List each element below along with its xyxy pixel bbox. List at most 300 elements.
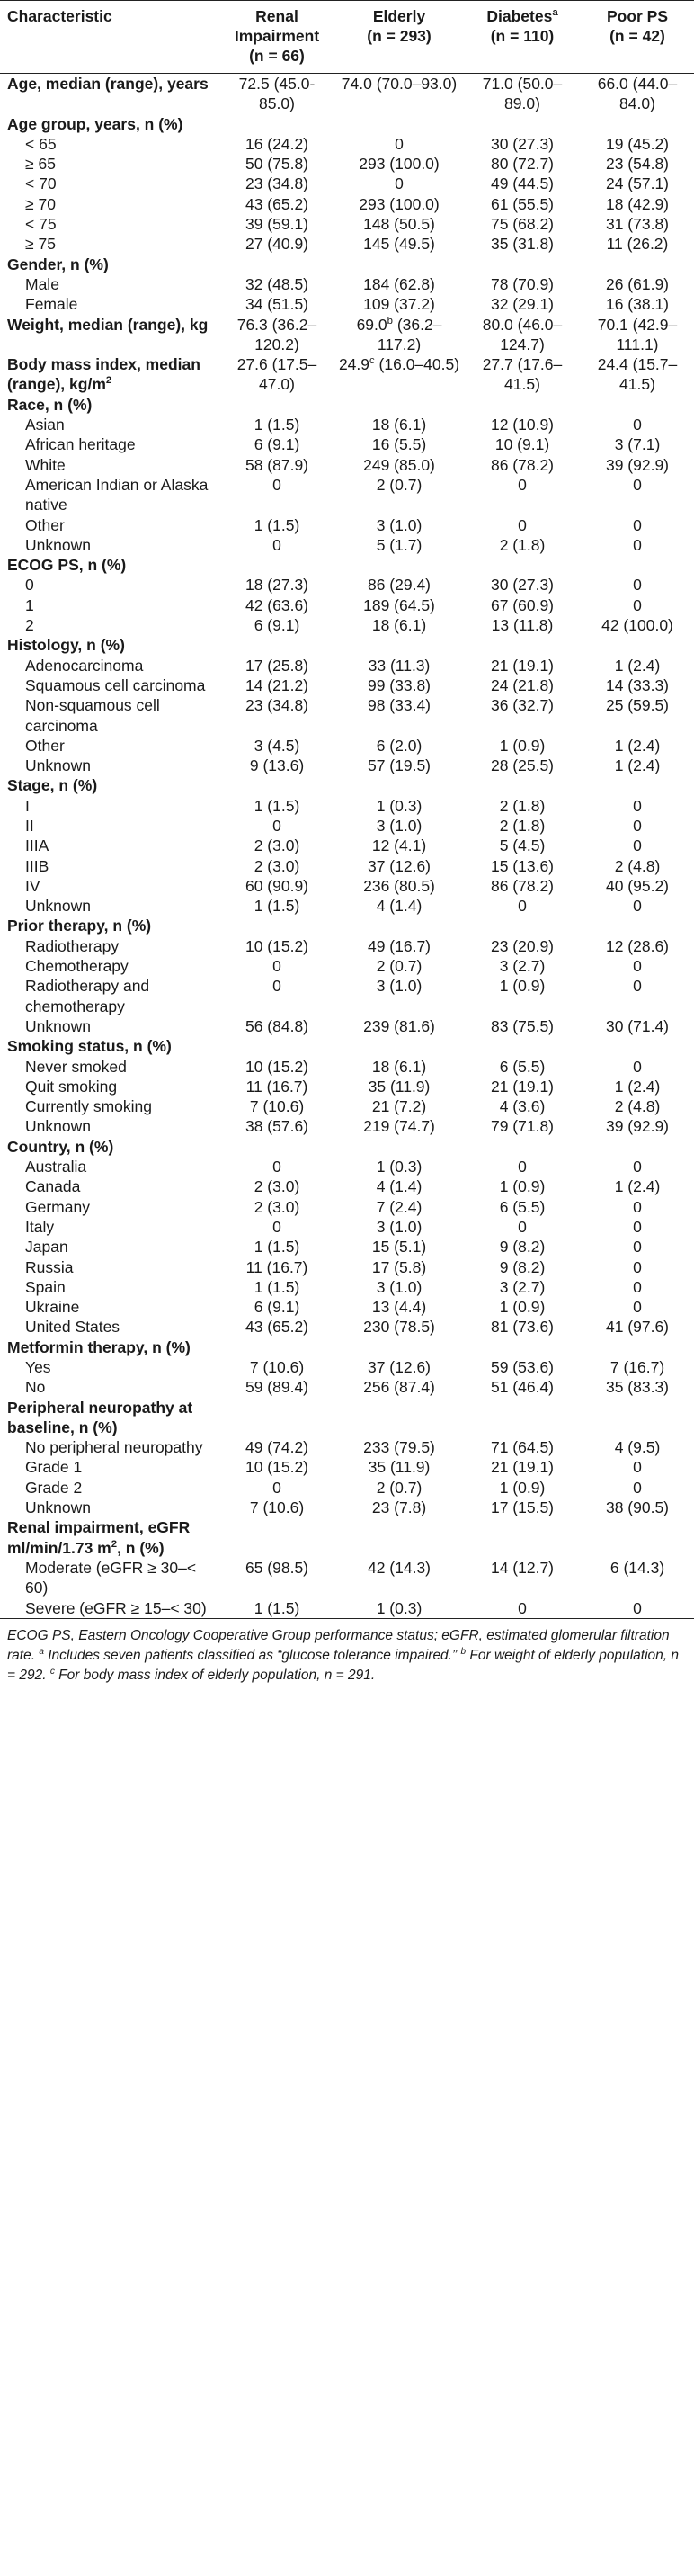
cell-diabetes bbox=[464, 1036, 581, 1056]
cell-renal-impairment: 9 (13.6) bbox=[249, 756, 305, 775]
cell-poor-ps: 0 bbox=[633, 1238, 642, 1257]
cell-diabetes: 59 (53.6) bbox=[490, 1358, 555, 1376]
table-row bbox=[0, 796, 694, 816]
cell-elderly: 5 (1.7) bbox=[376, 535, 423, 554]
row-label: Adenocarcinoma bbox=[25, 656, 144, 675]
table-row bbox=[0, 1478, 694, 1498]
row-label: ≥ 65 bbox=[25, 155, 56, 174]
cell-renal-impairment: 39 (59.1) bbox=[245, 215, 309, 234]
cell-diabetes: 0 bbox=[518, 1158, 527, 1176]
cell-elderly: 86 (29.4) bbox=[367, 576, 432, 595]
cell-renal-impairment bbox=[219, 395, 334, 415]
cell-poor-ps: 0 bbox=[633, 836, 642, 855]
row-label: Radiotherapy bbox=[25, 936, 120, 955]
table-row bbox=[0, 1317, 694, 1337]
table-row bbox=[0, 1297, 694, 1317]
cell-renal-impairment: 72.5 (45.0-85.0) bbox=[238, 75, 316, 113]
header-col-n: (n = 66) bbox=[249, 47, 305, 65]
row-label: Currently smoking bbox=[25, 1097, 153, 1116]
row-label: I bbox=[25, 796, 30, 815]
cell-diabetes: 2 (1.8) bbox=[499, 535, 546, 554]
cell-elderly bbox=[334, 1137, 464, 1157]
cell-poor-ps: 7 (16.7) bbox=[609, 1358, 665, 1376]
table-row bbox=[0, 1176, 694, 1196]
table-row bbox=[0, 475, 694, 515]
cell-poor-ps: 6 (14.3) bbox=[609, 1558, 665, 1577]
cell-renal-impairment bbox=[219, 1517, 334, 1558]
cell-poor-ps: 26 (61.9) bbox=[605, 274, 670, 293]
cell-poor-ps: 0 bbox=[633, 1217, 642, 1236]
cell-diabetes: 1 (0.9) bbox=[499, 1177, 546, 1196]
cell-elderly: 1 (0.3) bbox=[376, 1158, 423, 1176]
cell-diabetes: 61 (55.5) bbox=[490, 194, 555, 213]
cell-renal-impairment: 38 (57.6) bbox=[245, 1117, 309, 1136]
cell-poor-ps: 0 bbox=[633, 1057, 642, 1076]
table-row bbox=[0, 1377, 694, 1397]
cell-renal-impairment: 60 (90.9) bbox=[245, 876, 309, 895]
cell-poor-ps bbox=[581, 1137, 694, 1157]
row-label: Japan bbox=[25, 1238, 68, 1257]
cell-renal-impairment: 11 (16.7) bbox=[245, 1077, 308, 1096]
table-row bbox=[0, 174, 694, 193]
table-row bbox=[0, 695, 694, 736]
cell-poor-ps bbox=[581, 916, 694, 935]
table-row bbox=[0, 675, 694, 695]
cell-poor-ps bbox=[581, 555, 694, 575]
cell-elderly: 239 (81.6) bbox=[363, 1016, 435, 1035]
cell-diabetes: 0 bbox=[518, 1598, 527, 1617]
row-label: Male bbox=[25, 274, 59, 293]
section-label: Country, n (%) bbox=[7, 1137, 114, 1156]
row-label: Grade 1 bbox=[25, 1458, 83, 1477]
cell-elderly: 33 (11.3) bbox=[368, 656, 431, 675]
table-footnote bbox=[0, 1619, 694, 1686]
table-row bbox=[0, 976, 694, 1016]
cell-poor-ps bbox=[581, 114, 694, 134]
cell-elderly: 35 (11.9) bbox=[368, 1458, 431, 1477]
cell-elderly: 23 (7.8) bbox=[371, 1498, 427, 1517]
cell-elderly: 13 (4.4) bbox=[371, 1298, 427, 1317]
cell-diabetes: 3 (2.7) bbox=[499, 1277, 546, 1296]
table-row bbox=[0, 876, 694, 896]
cell-diabetes: 2 (1.8) bbox=[499, 816, 546, 835]
cell-diabetes: 51 (46.4) bbox=[490, 1378, 555, 1397]
section-row bbox=[0, 114, 694, 134]
cell-diabetes: 13 (11.8) bbox=[491, 616, 554, 635]
cell-diabetes: 80 (72.7) bbox=[490, 155, 555, 174]
cell-renal-impairment: 76.3 (36.2–120.2) bbox=[236, 315, 317, 353]
cell-renal-impairment: 1 (1.5) bbox=[254, 1277, 300, 1296]
cell-poor-ps: 0 bbox=[633, 416, 642, 434]
cell-diabetes bbox=[464, 916, 581, 935]
cell-elderly: 3 (1.0) bbox=[376, 977, 423, 996]
cell-poor-ps: 39 (92.9) bbox=[605, 455, 670, 474]
cell-renal-impairment: 59 (89.4) bbox=[245, 1378, 309, 1397]
cell-poor-ps: 18 (42.9) bbox=[605, 194, 670, 213]
row-label: African heritage bbox=[25, 435, 136, 454]
table-row bbox=[0, 1457, 694, 1477]
cell-renal-impairment bbox=[219, 1398, 334, 1438]
cell-poor-ps: 0 bbox=[633, 1458, 642, 1477]
cell-renal-impairment: 6 (9.1) bbox=[254, 435, 300, 454]
cell-elderly: 24.9$^c$ (16.0–40.5) bbox=[338, 355, 460, 374]
cell-diabetes: 32 (29.1) bbox=[490, 295, 555, 314]
cell-elderly: 293 (100.0) bbox=[359, 155, 440, 174]
cell-poor-ps: 25 (59.5) bbox=[605, 696, 670, 715]
table-row bbox=[0, 535, 694, 555]
cell-poor-ps: 12 (28.6) bbox=[605, 936, 670, 955]
cell-diabetes: 15 (13.6) bbox=[490, 856, 555, 875]
table-row bbox=[0, 936, 694, 956]
cell-diabetes: 30 (27.3) bbox=[490, 134, 555, 153]
section-row bbox=[0, 1036, 694, 1056]
cell-elderly bbox=[334, 1036, 464, 1056]
cell-diabetes: 1 (0.9) bbox=[499, 977, 546, 996]
cell-renal-impairment: 3 (4.5) bbox=[254, 736, 300, 755]
table-row bbox=[0, 1498, 694, 1517]
row-label: Spain bbox=[25, 1277, 66, 1296]
cell-diabetes: 23 (20.9) bbox=[490, 936, 555, 955]
cell-renal-impairment: 58 (87.9) bbox=[245, 455, 309, 474]
row-label: American Indian or Alaska native bbox=[25, 475, 209, 514]
cell-elderly: 6 (2.0) bbox=[376, 736, 423, 755]
cell-renal-impairment: 7 (10.6) bbox=[249, 1097, 305, 1116]
cell-poor-ps: 1 (2.4) bbox=[614, 1077, 661, 1096]
row-label: Chemotherapy bbox=[25, 957, 129, 976]
section-label: Peripheral neuropathy at baseline, n (%) bbox=[7, 1398, 193, 1436]
cell-poor-ps: 0 bbox=[633, 515, 642, 534]
row-label: Germany bbox=[25, 1197, 90, 1216]
header-col-diabetes bbox=[464, 1, 581, 74]
cell-renal-impairment: 1 (1.5) bbox=[254, 416, 300, 434]
cell-poor-ps bbox=[581, 775, 694, 795]
cell-renal-impairment: 23 (34.8) bbox=[245, 174, 309, 193]
cell-poor-ps: 0 bbox=[633, 977, 642, 996]
cell-poor-ps: 0 bbox=[633, 1257, 642, 1276]
cell-diabetes: 9 (8.2) bbox=[499, 1238, 546, 1257]
cell-diabetes: 21 (19.1) bbox=[490, 1458, 555, 1477]
header-col-n: (n = 42) bbox=[609, 27, 665, 45]
cell-elderly: 184 (62.8) bbox=[363, 274, 435, 293]
cell-renal-impairment: 43 (65.2) bbox=[245, 194, 309, 213]
cell-elderly: 21 (7.2) bbox=[371, 1097, 427, 1116]
table-row bbox=[0, 234, 694, 254]
table-row bbox=[0, 1116, 694, 1136]
cell-diabetes: 81 (73.6) bbox=[490, 1318, 555, 1337]
cell-elderly: 17 (5.8) bbox=[371, 1257, 427, 1276]
cell-elderly: 145 (49.5) bbox=[363, 235, 435, 254]
cell-diabetes bbox=[464, 555, 581, 575]
cell-diabetes bbox=[464, 1517, 581, 1558]
cell-diabetes: 30 (27.3) bbox=[490, 576, 555, 595]
cell-elderly: 12 (4.1) bbox=[371, 836, 427, 855]
table-row bbox=[0, 274, 694, 294]
row-label: Other bbox=[25, 736, 65, 755]
cell-diabetes bbox=[464, 395, 581, 415]
table-row bbox=[0, 1096, 694, 1116]
section-label: Age group, years, n (%) bbox=[7, 114, 183, 133]
cell-diabetes: 0 bbox=[518, 475, 527, 494]
cell-poor-ps: 0 bbox=[633, 1598, 642, 1617]
cell-poor-ps: 24 (57.1) bbox=[605, 174, 670, 193]
cell-elderly: 0 bbox=[395, 174, 404, 193]
row-label: Ukraine bbox=[25, 1298, 80, 1317]
section-label: Renal impairment, eGFR ml/min/1.73 $m^2$, n (%) bbox=[7, 1518, 191, 1557]
cell-poor-ps: 1 (2.4) bbox=[614, 756, 661, 775]
cell-diabetes: 24 (21.8) bbox=[490, 675, 555, 694]
table-row bbox=[0, 1077, 694, 1096]
cell-poor-ps: 24.4 (15.7–41.5) bbox=[597, 355, 678, 394]
cell-poor-ps: 1 (2.4) bbox=[614, 656, 661, 675]
cell-renal-impairment: 2 (3.0) bbox=[254, 856, 300, 875]
cell-renal-impairment: 2 (3.0) bbox=[254, 836, 300, 855]
cell-poor-ps: 0 bbox=[633, 1158, 642, 1176]
cell-poor-ps: 2 (4.8) bbox=[614, 1097, 661, 1116]
cell-elderly bbox=[334, 395, 464, 415]
cell-poor-ps: 14 (33.3) bbox=[605, 675, 670, 694]
section-label: Race, n (%) bbox=[7, 395, 93, 414]
superscript: 2 bbox=[105, 375, 112, 387]
cell-renal-impairment: 17 (25.8) bbox=[245, 656, 309, 675]
cell-diabetes bbox=[464, 775, 581, 795]
cell-renal-impairment bbox=[219, 1036, 334, 1056]
cell-elderly bbox=[334, 1517, 464, 1558]
cell-elderly: 98 (33.4) bbox=[367, 696, 432, 715]
cell-poor-ps: 38 (90.5) bbox=[605, 1498, 670, 1517]
superscript: b bbox=[460, 1646, 467, 1657]
section-row bbox=[0, 916, 694, 935]
cell-elderly: 37 (12.6) bbox=[367, 856, 432, 875]
cell-renal-impairment: 43 (65.2) bbox=[245, 1318, 309, 1337]
section-row bbox=[0, 255, 694, 274]
cell-elderly: 18 (6.1) bbox=[371, 416, 427, 434]
cell-renal-impairment: 11 (16.7) bbox=[245, 1257, 308, 1276]
cell-renal-impairment: 1 (1.5) bbox=[254, 796, 300, 815]
row-label: Moderate (eGFR ≥ 30–< 60) bbox=[25, 1558, 197, 1597]
section-row bbox=[0, 775, 694, 795]
cell-diabetes: 1 (0.9) bbox=[499, 1478, 546, 1497]
cell-diabetes: 1 (0.9) bbox=[499, 736, 546, 755]
row-label: II bbox=[25, 816, 34, 835]
cell-poor-ps: 70.1 (42.9–111.1) bbox=[597, 315, 678, 353]
row-label: No peripheral neuropathy bbox=[25, 1438, 203, 1457]
row-label: Asian bbox=[25, 416, 65, 434]
cell-elderly: 236 (80.5) bbox=[363, 876, 435, 895]
cell-renal-impairment: 0 bbox=[272, 977, 281, 996]
cell-elderly bbox=[334, 555, 464, 575]
cell-poor-ps: 31 (73.8) bbox=[605, 215, 670, 234]
cell-renal-impairment bbox=[219, 555, 334, 575]
section-label: Prior therapy, n (%) bbox=[7, 917, 152, 935]
row-label: Grade 2 bbox=[25, 1478, 83, 1497]
row-label: IIIB bbox=[25, 856, 49, 875]
section-label: Weight, median (range), kg bbox=[7, 315, 209, 334]
row-label: Non-squamous cell carcinoma bbox=[25, 696, 160, 735]
row-label: White bbox=[25, 455, 66, 474]
cell-renal-impairment: 0 bbox=[272, 816, 281, 835]
row-label: Female bbox=[25, 295, 78, 314]
table-row bbox=[0, 736, 694, 756]
cell-elderly: 4 (1.4) bbox=[376, 1177, 423, 1196]
table-row bbox=[0, 1157, 694, 1176]
section-row bbox=[0, 555, 694, 575]
superscript: 2 bbox=[111, 1538, 118, 1550]
cell-diabetes: 28 (25.5) bbox=[490, 756, 555, 775]
row-label: 0 bbox=[25, 576, 34, 595]
cell-poor-ps: 3 (7.1) bbox=[614, 435, 661, 454]
row-label: Quit smoking bbox=[25, 1077, 118, 1096]
cell-poor-ps: 19 (45.2) bbox=[605, 134, 670, 153]
cell-poor-ps: 0 bbox=[633, 1298, 642, 1317]
cell-renal-impairment: 50 (75.8) bbox=[245, 155, 309, 174]
table-row bbox=[0, 856, 694, 876]
table-row bbox=[0, 1277, 694, 1297]
row-label: ≥ 70 bbox=[25, 194, 56, 213]
cell-renal-impairment: 56 (84.8) bbox=[245, 1016, 309, 1035]
cell-diabetes: 71.0 (50.0–89.0) bbox=[482, 75, 563, 113]
cell-elderly: 1 (0.3) bbox=[376, 796, 423, 815]
cell-poor-ps bbox=[581, 395, 694, 415]
table-row bbox=[0, 595, 694, 615]
cell-elderly: 15 (5.1) bbox=[371, 1238, 427, 1257]
cell-elderly: 2 (0.7) bbox=[376, 957, 423, 976]
cell-elderly: 4 (1.4) bbox=[376, 897, 423, 916]
cell-diabetes: 10 (9.1) bbox=[494, 435, 550, 454]
superscript: c bbox=[369, 355, 375, 367]
superscript: a bbox=[39, 1646, 44, 1657]
row-label: < 65 bbox=[25, 134, 57, 153]
row-label: Italy bbox=[25, 1217, 55, 1236]
section-label: ECOG PS, n (%) bbox=[7, 556, 127, 575]
row-label: Severe (eGFR ≥ 15–< 30) bbox=[25, 1598, 207, 1617]
cell-poor-ps bbox=[581, 1036, 694, 1056]
table-row bbox=[0, 756, 694, 775]
cell-diabetes bbox=[464, 1137, 581, 1157]
table-row bbox=[0, 214, 694, 234]
section-row bbox=[0, 74, 694, 114]
cell-diabetes bbox=[464, 255, 581, 274]
section-row bbox=[0, 635, 694, 655]
cell-renal-impairment: 0 bbox=[272, 475, 281, 494]
header-row bbox=[0, 1, 694, 74]
cell-renal-impairment bbox=[219, 635, 334, 655]
cell-renal-impairment bbox=[219, 1337, 334, 1357]
row-label: Never smoked bbox=[25, 1057, 127, 1076]
cell-diabetes: 80.0 (46.0–124.7) bbox=[482, 315, 563, 353]
section-row bbox=[0, 1137, 694, 1157]
cell-elderly: 49 (16.7) bbox=[367, 936, 432, 955]
table-row bbox=[0, 1217, 694, 1237]
table-row bbox=[0, 1237, 694, 1257]
cell-elderly: 35 (11.9) bbox=[368, 1077, 431, 1096]
section-label: Stage, n (%) bbox=[7, 776, 98, 795]
cell-renal-impairment: 1 (1.5) bbox=[254, 897, 300, 916]
section-label: Body mass index, median (range), $kg/m^2$ bbox=[7, 355, 200, 394]
table-row bbox=[0, 1357, 694, 1377]
cell-elderly: 0 bbox=[395, 134, 404, 153]
table-row bbox=[0, 656, 694, 675]
cell-renal-impairment bbox=[219, 916, 334, 935]
cell-elderly: 233 (79.5) bbox=[363, 1438, 435, 1457]
table-row bbox=[0, 896, 694, 916]
cell-poor-ps: 42 (100.0) bbox=[601, 616, 673, 635]
cell-poor-ps: 23 (54.8) bbox=[605, 155, 670, 174]
cell-renal-impairment: 0 bbox=[272, 535, 281, 554]
table-body bbox=[0, 74, 694, 1619]
cell-diabetes: 21 (19.1) bbox=[490, 1077, 555, 1096]
cell-renal-impairment: 34 (51.5) bbox=[245, 295, 309, 314]
cell-renal-impairment: 0 bbox=[272, 957, 281, 976]
cell-renal-impairment: 2 (3.0) bbox=[254, 1197, 300, 1216]
row-label: Russia bbox=[25, 1257, 74, 1276]
table-row bbox=[0, 1057, 694, 1077]
cell-diabetes: 21 (19.1) bbox=[490, 656, 555, 675]
cell-renal-impairment: 1 (1.5) bbox=[254, 1598, 300, 1617]
cell-diabetes: 75 (68.2) bbox=[490, 215, 555, 234]
row-label: United States bbox=[25, 1318, 120, 1337]
cell-elderly: 42 (14.3) bbox=[367, 1558, 432, 1577]
header-col-name: Renal Impairment bbox=[234, 7, 320, 45]
cell-elderly bbox=[334, 775, 464, 795]
cell-elderly: 1 (0.3) bbox=[376, 1598, 423, 1617]
cell-renal-impairment: 14 (21.2) bbox=[245, 675, 309, 694]
table-row bbox=[0, 515, 694, 535]
cell-diabetes: 49 (44.5) bbox=[490, 174, 555, 193]
header-col-name: Diabetes bbox=[486, 7, 553, 25]
cell-renal-impairment bbox=[219, 1137, 334, 1157]
cell-renal-impairment: 10 (15.2) bbox=[245, 1458, 309, 1477]
cell-renal-impairment: 0 bbox=[272, 1158, 281, 1176]
cell-elderly: 18 (6.1) bbox=[371, 1057, 427, 1076]
cell-elderly: 2 (0.7) bbox=[376, 1478, 423, 1497]
cell-renal-impairment: 1 (1.5) bbox=[254, 515, 300, 534]
table-row bbox=[0, 415, 694, 434]
table-row bbox=[0, 134, 694, 154]
cell-diabetes: 6 (5.5) bbox=[499, 1197, 546, 1216]
row-label: IIIA bbox=[25, 836, 49, 855]
cell-elderly: 109 (37.2) bbox=[363, 295, 435, 314]
cell-renal-impairment: 10 (15.2) bbox=[245, 1057, 309, 1076]
cell-poor-ps bbox=[581, 1337, 694, 1357]
cell-elderly bbox=[334, 1337, 464, 1357]
cell-renal-impairment: 27.6 (17.5–47.0) bbox=[236, 355, 317, 394]
row-label: Unknown bbox=[25, 535, 91, 554]
row-label: Other bbox=[25, 515, 65, 534]
cell-renal-impairment bbox=[219, 114, 334, 134]
cell-diabetes: 14 (12.7) bbox=[490, 1558, 555, 1577]
cell-diabetes: 3 (2.7) bbox=[499, 957, 546, 976]
cell-poor-ps: 0 bbox=[633, 897, 642, 916]
table-row bbox=[0, 1016, 694, 1036]
cell-diabetes: 0 bbox=[518, 1217, 527, 1236]
cell-elderly bbox=[334, 255, 464, 274]
section-row bbox=[0, 1517, 694, 1558]
cell-poor-ps: 1 (2.4) bbox=[614, 736, 661, 755]
table-header bbox=[0, 1, 694, 74]
cell-elderly: 3 (1.0) bbox=[376, 1217, 423, 1236]
table-row bbox=[0, 434, 694, 454]
cell-elderly: 2 (0.7) bbox=[376, 475, 423, 494]
cell-diabetes: 83 (75.5) bbox=[490, 1016, 555, 1035]
cell-diabetes: 67 (60.9) bbox=[490, 595, 555, 614]
cell-renal-impairment: 16 (24.2) bbox=[245, 134, 309, 153]
cell-renal-impairment: 18 (27.3) bbox=[245, 576, 309, 595]
superscript: b bbox=[387, 315, 393, 326]
row-label: Unknown bbox=[25, 756, 91, 775]
cell-elderly: 74.0 (70.0–93.0) bbox=[341, 75, 458, 93]
section-label: Age, median (range), years bbox=[7, 75, 209, 93]
row-label: ≥ 75 bbox=[25, 235, 56, 254]
